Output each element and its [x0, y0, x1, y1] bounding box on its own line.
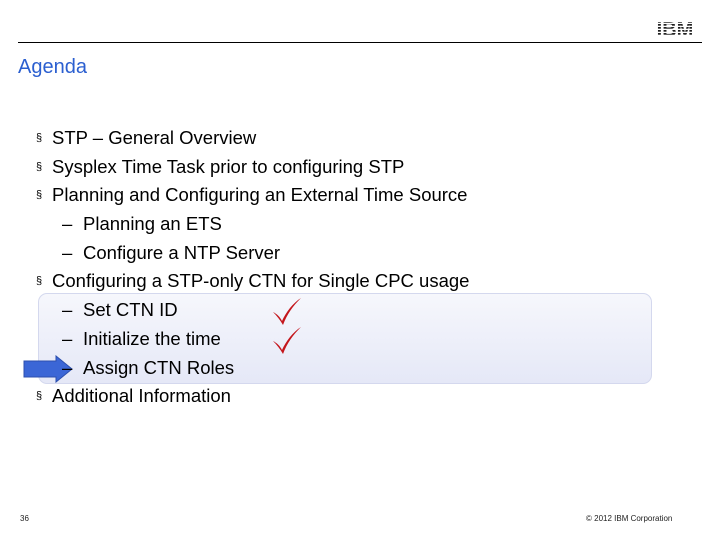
agenda-subitem [36, 210, 596, 239]
dash-marker: – [62, 327, 73, 349]
bullet-marker: § [36, 189, 43, 202]
agenda-item [36, 382, 596, 411]
agenda-list [36, 124, 596, 411]
agenda-subitem [36, 239, 596, 268]
agenda-item-label: STP – General Overview [52, 127, 257, 148]
page-number: 36 [20, 514, 29, 523]
red-checkmark-icon [269, 325, 303, 355]
agenda-item-label: Sysplex Time Task prior to configuring STP [52, 155, 405, 177]
copyright-notice: © 2012 IBM Corporation [586, 514, 673, 523]
dash-marker: – [62, 356, 73, 378]
agenda-subitem-label: Planning an ETS [83, 213, 222, 235]
agenda-subitem-label: Set CTN ID [83, 299, 178, 321]
header-divider [18, 42, 702, 43]
ibm-logo-text: IBM [656, 19, 694, 40]
bullet-marker: § [36, 390, 43, 403]
dash-marker: – [62, 213, 73, 235]
bullet-marker: § [36, 275, 43, 288]
dash-marker: – [62, 241, 73, 263]
agenda-item [36, 181, 596, 210]
ibm-logo-icon [650, 18, 700, 40]
agenda-subitem [36, 296, 596, 325]
agenda-subitem [36, 354, 596, 383]
agenda-item-label: Additional Information [52, 385, 231, 407]
agenda-subitem-label: Configure a NTP Server [83, 241, 281, 263]
agenda-item [36, 267, 596, 296]
agenda-item [36, 153, 596, 182]
agenda-item-label: Configuring a STP-only CTN for Single CPC usage [52, 270, 470, 292]
bullet-marker: § [36, 160, 43, 173]
agenda-subitem-label: Initialize the time [83, 327, 221, 349]
bullet-marker: § [36, 132, 43, 144]
agenda-item-label: Planning and Configuring an External Time Source [52, 184, 468, 206]
agenda-subitem-label: Assign CTN Roles [83, 356, 235, 378]
slide-title: Agenda [18, 56, 87, 78]
agenda-subitem [36, 325, 596, 354]
dash-marker: – [62, 299, 73, 321]
agenda-item [36, 124, 596, 153]
red-checkmark-icon [269, 296, 303, 326]
